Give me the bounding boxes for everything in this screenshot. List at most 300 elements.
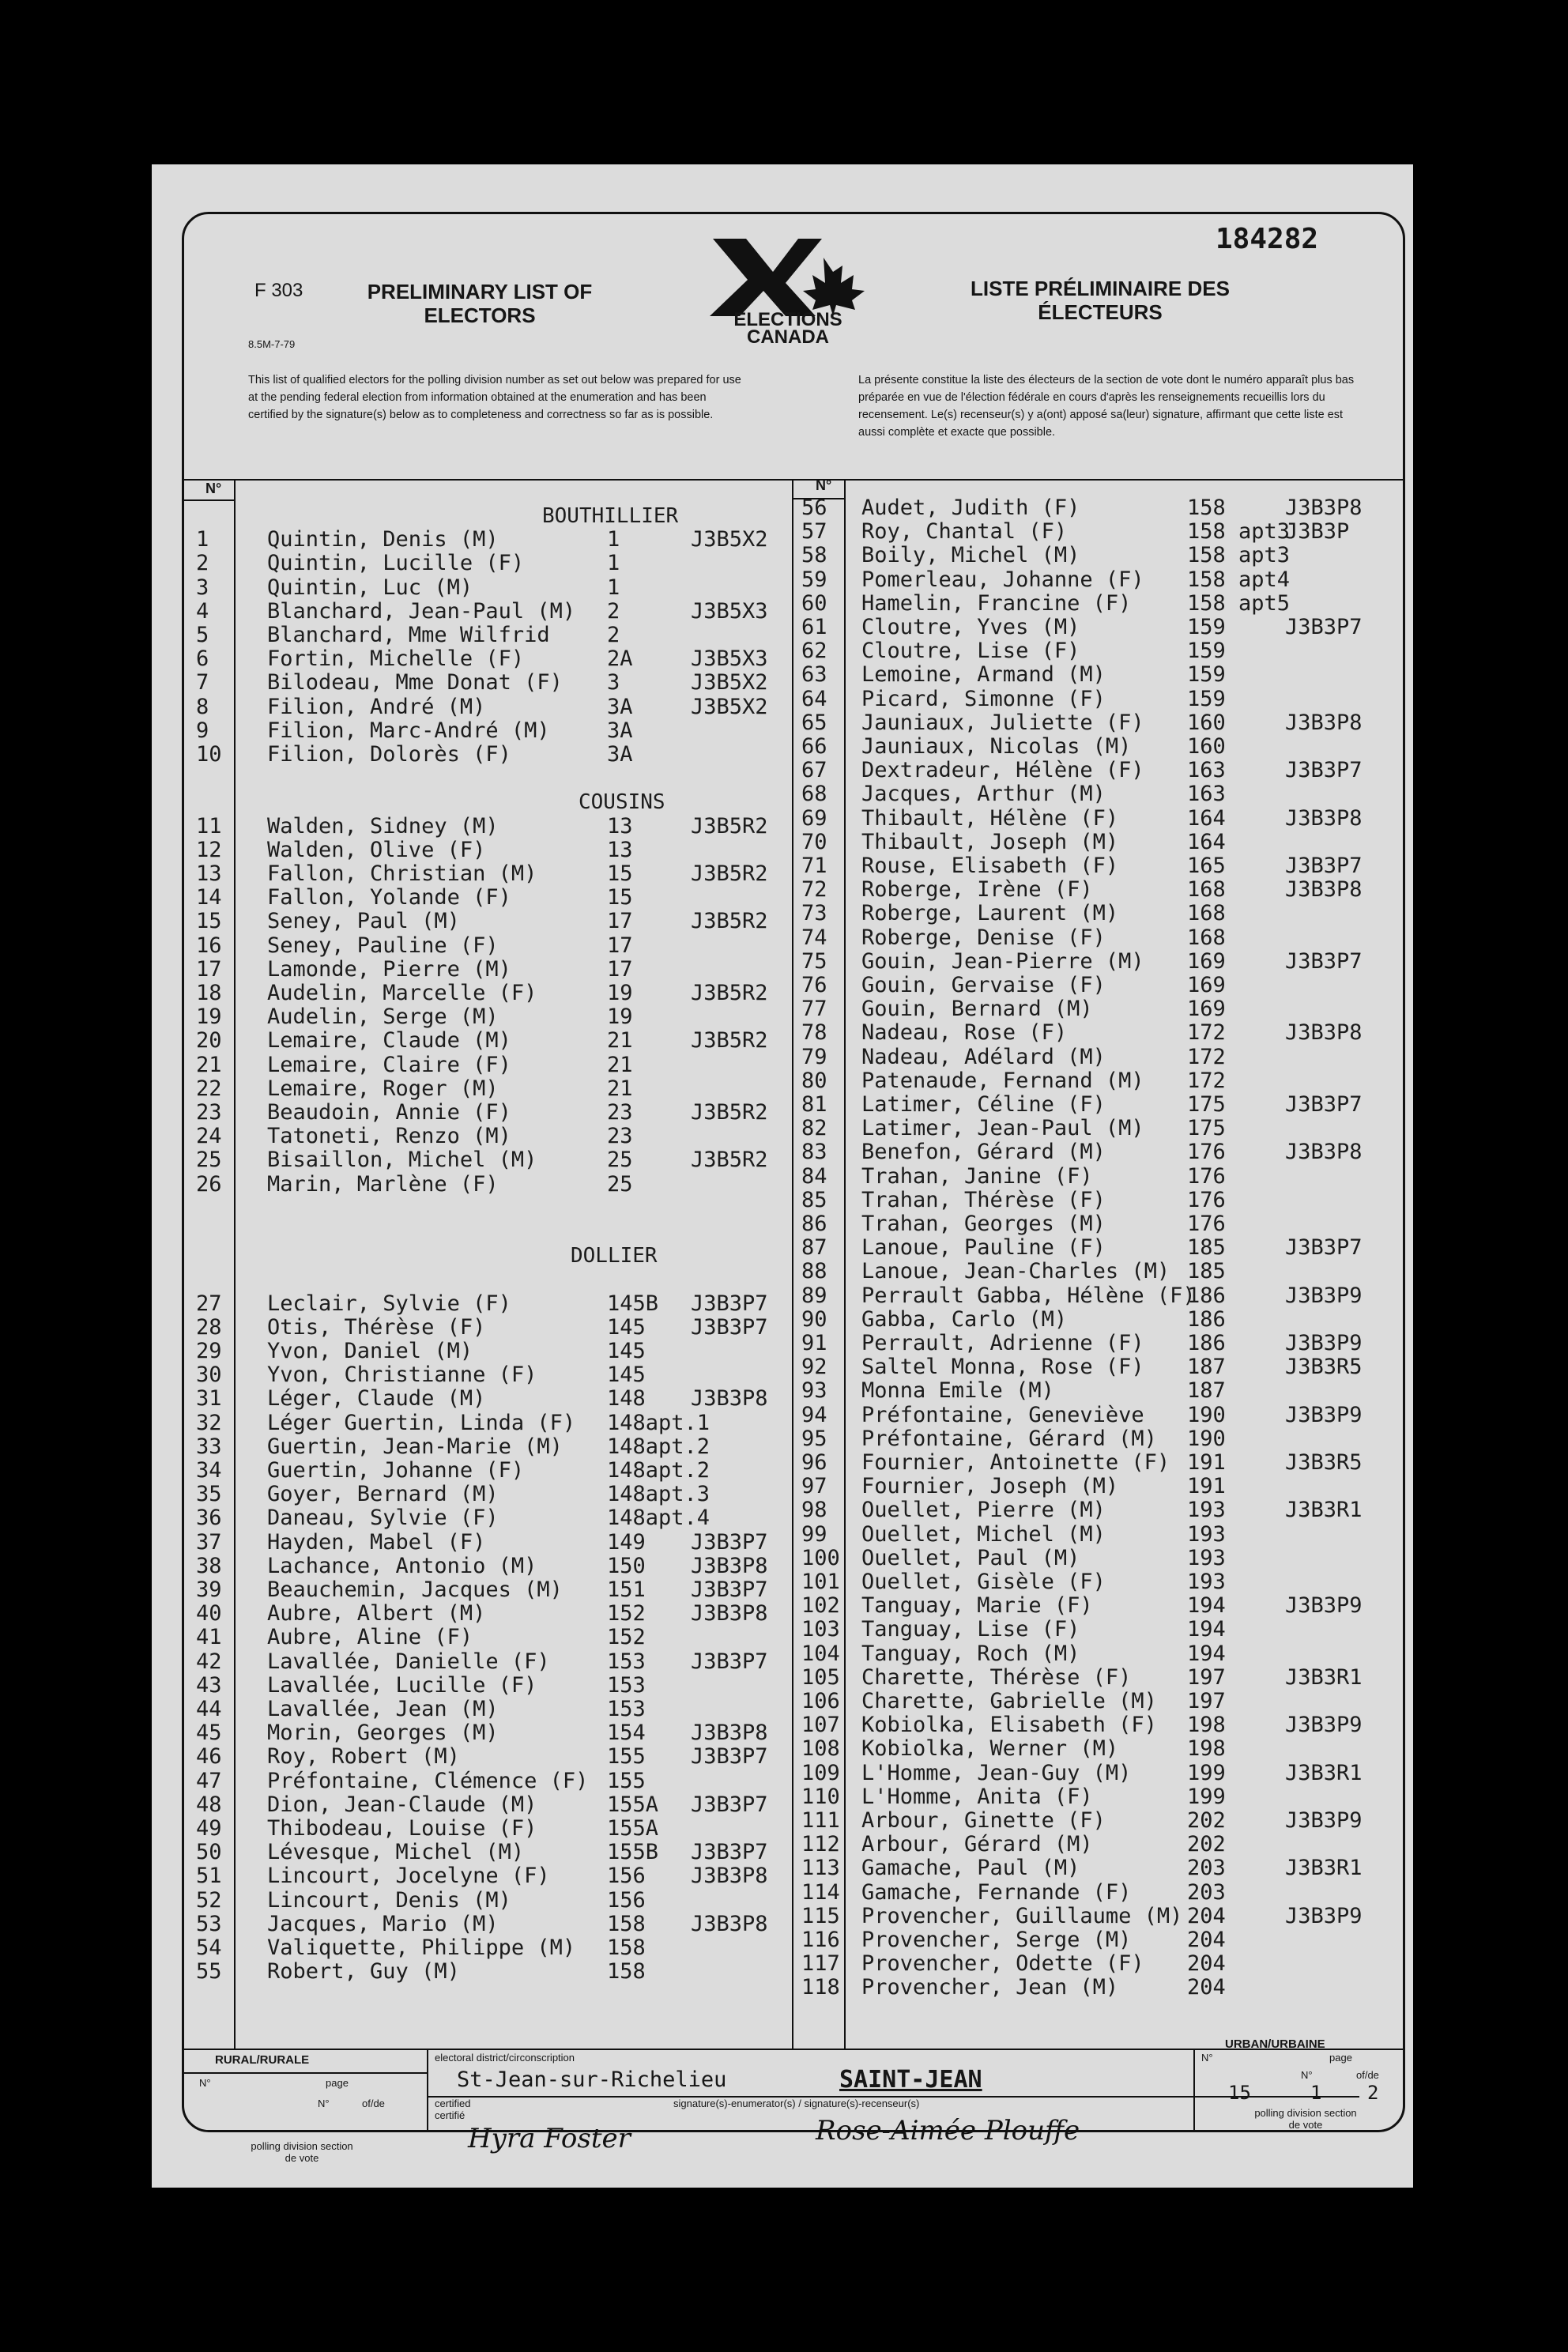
elector-address: 1 bbox=[607, 575, 620, 600]
elector-name: Gamache, Fernande (F) bbox=[861, 1879, 1132, 1905]
elector-name: Marin, Marlène (F) bbox=[267, 1171, 499, 1197]
elector-name: Daneau, Sylvie (F) bbox=[267, 1506, 499, 1531]
elector-address: 203 bbox=[1187, 1856, 1226, 1881]
elector-name: Thibault, Hélène (F) bbox=[861, 805, 1119, 831]
title-en: PRELIMINARY LIST OF ELECTORS bbox=[367, 280, 593, 327]
elector-number: 118 bbox=[801, 1975, 840, 2000]
elector-address: 3A bbox=[607, 694, 633, 719]
elector-name: Provencher, Guillaume (M) bbox=[861, 1903, 1183, 1928]
elector-address: 152 bbox=[607, 1601, 646, 1626]
elector-address: 193 bbox=[1187, 1521, 1226, 1547]
elector-name: Quintin, Denis (M) bbox=[267, 527, 499, 552]
elector-address: 202 bbox=[1187, 1832, 1226, 1857]
elector-postal-code: J3B3P8 bbox=[691, 1386, 768, 1412]
elector-number: 49 bbox=[196, 1816, 222, 1841]
elector-name: Nadeau, Adélard (M) bbox=[861, 1044, 1106, 1069]
elector-number: 62 bbox=[801, 639, 827, 664]
elector-postal-code: J3B3P9 bbox=[1285, 1903, 1363, 1928]
elector-address: 186 bbox=[1187, 1283, 1226, 1308]
elector-name: Kobiolka, Werner (M) bbox=[861, 1736, 1119, 1762]
elector-number: 6 bbox=[196, 646, 209, 672]
electoral-district-value: St-Jean-sur-Richelieu bbox=[457, 2067, 727, 2092]
elector-name: Provencher, Jean (M) bbox=[861, 1975, 1119, 2000]
elector-address: 150 bbox=[607, 1553, 646, 1578]
elector-name: Guertin, Johanne (F) bbox=[267, 1458, 525, 1483]
elector-postal-code: J3B3P7 bbox=[691, 1649, 768, 1674]
elector-name: Otis, Thérèse (F) bbox=[267, 1314, 486, 1340]
elector-name: Filion, Marc-André (M) bbox=[267, 718, 550, 743]
elector-name: Jacques, Arthur (M) bbox=[861, 782, 1106, 807]
elector-address: 158 apt3 bbox=[1187, 543, 1291, 568]
elector-name: Thibault, Joseph (M) bbox=[861, 829, 1119, 854]
elector-name: Fournier, Joseph (M) bbox=[861, 1474, 1119, 1499]
elector-postal-code: J3B3P7 bbox=[1285, 1235, 1363, 1261]
elector-name: Quintin, Luc (M) bbox=[267, 575, 473, 600]
elector-postal-code: J3B3R1 bbox=[1285, 1856, 1363, 1881]
elector-number: 113 bbox=[801, 1856, 840, 1881]
elector-postal-code: J3B3P9 bbox=[1285, 1402, 1363, 1427]
elector-address: 193 bbox=[1187, 1545, 1226, 1570]
elector-name: Ouellet, Michel (M) bbox=[861, 1521, 1106, 1547]
elector-number: 19 bbox=[196, 1004, 222, 1030]
elector-postal-code: J3B5X2 bbox=[691, 694, 768, 719]
elector-postal-code: J3B3P9 bbox=[1285, 1593, 1363, 1619]
elector-name: Quintin, Lucille (F) bbox=[267, 551, 525, 576]
elector-address: 169 bbox=[1187, 997, 1226, 1022]
elector-name: Monna Emile (M) bbox=[861, 1378, 1054, 1404]
elector-postal-code: J3B5R2 bbox=[691, 981, 768, 1005]
elector-name: Trahan, Janine (F) bbox=[861, 1163, 1093, 1189]
electoral-district-label: electoral district/circonscription bbox=[435, 2052, 575, 2064]
intro-text-en: This list of qualified electors for the polling division number as set out below was prepared for use at the pending federal election from information obtained at the enumeration and has been certified by the signature(s) below as to completeness and correctness so far as is possible. bbox=[248, 374, 741, 421]
elector-postal-code: J3B3P8 bbox=[691, 1553, 768, 1578]
elector-number: 110 bbox=[801, 1784, 840, 1809]
elector-number: 9 bbox=[196, 718, 209, 743]
elector-postal-code: J3B3P bbox=[1285, 519, 1350, 545]
elector-address: 148apt.4 bbox=[607, 1506, 710, 1531]
elector-name: Arbour, Gérard (M) bbox=[861, 1832, 1093, 1857]
elector-address: 23 bbox=[607, 1124, 633, 1149]
elector-name: Kobiolka, Elisabeth (F) bbox=[861, 1713, 1157, 1738]
elector-number: 96 bbox=[801, 1450, 827, 1475]
elector-address: 19 bbox=[607, 1004, 633, 1030]
elector-number: 38 bbox=[196, 1553, 222, 1578]
urban-label: URBAN/URBAINE bbox=[1225, 2037, 1325, 2051]
elector-address: 193 bbox=[1187, 1498, 1226, 1523]
elector-address: 197 bbox=[1187, 1664, 1226, 1690]
elector-address: 3A bbox=[607, 718, 633, 743]
elector-number: 83 bbox=[801, 1140, 827, 1165]
elector-number: 69 bbox=[801, 805, 827, 831]
elector-postal-code: J3B3P8 bbox=[1285, 1140, 1363, 1165]
elector-address: 176 bbox=[1187, 1163, 1226, 1189]
elector-number: 5 bbox=[196, 623, 209, 647]
elector-name: Trahan, Thérèse (F) bbox=[861, 1187, 1106, 1212]
elector-address: 19 bbox=[607, 981, 633, 1005]
elector-postal-code: J3B5R2 bbox=[691, 1148, 768, 1173]
elector-postal-code: J3B3P7 bbox=[1285, 948, 1363, 974]
elector-address: 168 bbox=[1187, 877, 1226, 903]
elector-number: 11 bbox=[196, 813, 222, 839]
elector-name: Tanguay, Marie (F) bbox=[861, 1593, 1093, 1619]
elector-name: Blanchard, Jean-Paul (M) bbox=[267, 598, 576, 624]
elector-address: 158 bbox=[607, 1959, 646, 1984]
elector-number: 70 bbox=[801, 829, 827, 854]
elector-postal-code: J3B3R5 bbox=[1285, 1355, 1363, 1380]
elector-name: Gouin, Jean-Pierre (M) bbox=[861, 948, 1144, 974]
elector-postal-code: J3B3P7 bbox=[1285, 854, 1363, 878]
elector-address: 145 bbox=[607, 1363, 646, 1388]
elector-name: Leclair, Sylvie (F) bbox=[267, 1291, 511, 1316]
elector-address: 15 bbox=[607, 885, 633, 910]
elector-address: 175 bbox=[1187, 1092, 1226, 1117]
elector-name: Audelin, Marcelle (F) bbox=[267, 981, 537, 1005]
elector-address: 155 bbox=[607, 1744, 646, 1770]
street-section-heading: BOUTHILLIER bbox=[542, 504, 679, 528]
elector-name: Walden, Sidney (M) bbox=[267, 813, 499, 839]
elector-number: 8 bbox=[196, 694, 209, 719]
elector-address: 204 bbox=[1187, 1903, 1226, 1928]
elector-number: 76 bbox=[801, 973, 827, 997]
elector-name: Lamonde, Pierre (M) bbox=[267, 956, 511, 982]
elector-number: 114 bbox=[801, 1879, 840, 1905]
elector-address: 156 bbox=[607, 1864, 646, 1889]
elector-postal-code: J3B3P8 bbox=[691, 1911, 768, 1936]
elector-number: 116 bbox=[801, 1928, 840, 1952]
elector-number: 64 bbox=[801, 686, 827, 711]
table-top-rule bbox=[183, 479, 1405, 481]
elector-address: 169 bbox=[1187, 973, 1226, 997]
elector-name: Nadeau, Rose (F) bbox=[861, 1020, 1068, 1046]
elector-number: 103 bbox=[801, 1617, 840, 1642]
footer-top-rule bbox=[183, 2049, 1405, 2050]
elector-address: 198 bbox=[1187, 1713, 1226, 1738]
elector-address: 3 bbox=[607, 670, 620, 695]
elector-postal-code: J3B3P8 bbox=[1285, 1020, 1363, 1046]
elector-postal-code: J3B5R2 bbox=[691, 1100, 768, 1125]
elector-number: 41 bbox=[196, 1625, 222, 1650]
elector-number: 54 bbox=[196, 1936, 222, 1960]
elector-number: 21 bbox=[196, 1052, 222, 1077]
elector-name: Lavallée, Danielle (F) bbox=[267, 1649, 550, 1674]
rural-rule bbox=[183, 2072, 428, 2074]
elector-address: 23 bbox=[607, 1100, 633, 1125]
elector-number: 90 bbox=[801, 1306, 827, 1332]
elector-postal-code: J3B3P9 bbox=[1285, 1331, 1363, 1355]
elector-postal-code: J3B3P7 bbox=[691, 1577, 768, 1602]
elector-number: 31 bbox=[196, 1386, 222, 1412]
elector-name: Roberge, Laurent (M) bbox=[861, 901, 1119, 926]
elector-name: Jacques, Mario (M) bbox=[267, 1911, 499, 1936]
elector-name: Tanguay, Roch (M) bbox=[861, 1641, 1080, 1666]
elector-address: 160 bbox=[1187, 734, 1226, 759]
street-section-heading: COUSINS bbox=[579, 790, 665, 815]
elector-address: 155 bbox=[607, 1768, 646, 1793]
elector-name: Roberge, Irène (F) bbox=[861, 877, 1093, 903]
elector-name: Rouse, Elisabeth (F) bbox=[861, 854, 1119, 878]
rural-label: RURAL/RURALE bbox=[215, 2053, 310, 2067]
elector-name: Cloutre, Lise (F) bbox=[861, 639, 1080, 664]
elector-name: Lemaire, Claude (M) bbox=[267, 1028, 511, 1054]
elector-name: Roy, Robert (M) bbox=[267, 1744, 460, 1770]
elector-number: 12 bbox=[196, 837, 222, 862]
elector-address: 164 bbox=[1187, 805, 1226, 831]
elector-address: 154 bbox=[607, 1721, 646, 1746]
elector-number: 2 bbox=[196, 551, 209, 576]
elector-address: 187 bbox=[1187, 1378, 1226, 1404]
elector-number: 43 bbox=[196, 1672, 222, 1698]
elector-address: 176 bbox=[1187, 1187, 1226, 1212]
elector-name: Hamelin, Francine (F) bbox=[861, 590, 1132, 616]
elector-address: 176 bbox=[1187, 1212, 1226, 1236]
elector-name: Trahan, Georges (M) bbox=[861, 1212, 1106, 1236]
print-code: 8.5M-7-79 bbox=[248, 338, 296, 350]
center-divider bbox=[792, 479, 793, 2049]
elector-name: Morin, Georges (M) bbox=[267, 1721, 499, 1746]
signature-1: Hyra Foster bbox=[468, 2123, 631, 2154]
page-of: 2 bbox=[1367, 2082, 1379, 2104]
elector-address: 169 bbox=[1187, 948, 1226, 974]
elector-number: 23 bbox=[196, 1100, 222, 1125]
elector-number: 56 bbox=[801, 496, 827, 520]
elector-address: 25 bbox=[607, 1171, 633, 1197]
elector-address: 159 bbox=[1187, 615, 1226, 639]
elector-address: 158 bbox=[607, 1911, 646, 1936]
elector-number: 35 bbox=[196, 1482, 222, 1507]
elector-postal-code: J3B3R1 bbox=[1285, 1760, 1363, 1785]
elector-postal-code: J3B3P7 bbox=[691, 1792, 768, 1817]
elector-postal-code: J3B3R1 bbox=[1285, 1498, 1363, 1523]
elector-number: 29 bbox=[196, 1339, 222, 1363]
elector-number: 63 bbox=[801, 662, 827, 688]
rural-no-label: N° bbox=[199, 2077, 211, 2089]
elector-number: 33 bbox=[196, 1434, 222, 1459]
elector-address: 197 bbox=[1187, 1689, 1226, 1713]
elector-number: 39 bbox=[196, 1577, 222, 1602]
elector-number: 17 bbox=[196, 956, 222, 982]
elector-address: 2A bbox=[607, 646, 633, 672]
polling-division-no: 15 bbox=[1228, 2082, 1251, 2104]
elector-number: 20 bbox=[196, 1028, 222, 1054]
elector-number: 65 bbox=[801, 710, 827, 735]
elector-address: 176 bbox=[1187, 1140, 1226, 1165]
elector-number: 86 bbox=[801, 1212, 827, 1236]
elector-number: 87 bbox=[801, 1235, 827, 1261]
elector-name: Charette, Thérèse (F) bbox=[861, 1664, 1132, 1690]
elector-name: Picard, Simonne (F) bbox=[861, 686, 1106, 711]
elector-number: 68 bbox=[801, 782, 827, 807]
elector-name: Bilodeau, Mme Donat (F) bbox=[267, 670, 563, 695]
rural-page-label: page bbox=[326, 2077, 349, 2089]
elector-name: Aubre, Albert (M) bbox=[267, 1601, 486, 1626]
elector-name: Gamache, Paul (M) bbox=[861, 1856, 1080, 1881]
form-code: F 303 bbox=[254, 280, 303, 301]
elector-number: 36 bbox=[196, 1506, 222, 1531]
elector-address: 172 bbox=[1187, 1068, 1226, 1093]
elector-address: 155A bbox=[607, 1816, 659, 1841]
elector-number: 115 bbox=[801, 1903, 840, 1928]
elector-address: 194 bbox=[1187, 1641, 1226, 1666]
street-section-heading: DOLLIER bbox=[571, 1244, 658, 1268]
elector-address: 185 bbox=[1187, 1259, 1226, 1284]
elector-postal-code: J3B3P7 bbox=[691, 1529, 768, 1555]
elector-number: 80 bbox=[801, 1068, 827, 1093]
elector-address: 148 bbox=[607, 1386, 646, 1412]
elector-address: 199 bbox=[1187, 1784, 1226, 1809]
elector-name: Filion, Dolorès (F) bbox=[267, 742, 511, 767]
elector-address: 21 bbox=[607, 1052, 633, 1077]
left-no-divider bbox=[234, 479, 236, 2049]
elector-address: 17 bbox=[607, 933, 633, 958]
elector-number: 57 bbox=[801, 519, 827, 545]
elector-address: 159 bbox=[1187, 686, 1226, 711]
elector-number: 22 bbox=[196, 1076, 222, 1101]
elector-postal-code: J3B5R2 bbox=[691, 1028, 768, 1054]
elector-address: 172 bbox=[1187, 1020, 1226, 1046]
elector-postal-code: J3B3R1 bbox=[1285, 1664, 1363, 1690]
elector-name: Latimer, Jean-Paul (M) bbox=[861, 1116, 1144, 1141]
elector-address: 198 bbox=[1187, 1736, 1226, 1762]
urban-divider bbox=[1193, 2049, 1195, 2131]
page-no: 1 bbox=[1310, 2082, 1322, 2104]
elector-name: L'Homme, Jean-Guy (M) bbox=[861, 1760, 1132, 1785]
elector-address: 1 bbox=[607, 551, 620, 576]
col-no-label-left: N° bbox=[205, 481, 222, 496]
elector-number: 46 bbox=[196, 1744, 222, 1770]
elector-number: 98 bbox=[801, 1498, 827, 1523]
elector-address: 2 bbox=[607, 598, 620, 624]
elector-name: Préfontaine, Gérard (M) bbox=[861, 1426, 1157, 1451]
elector-number: 51 bbox=[196, 1864, 222, 1889]
elector-name: Latimer, Céline (F) bbox=[861, 1092, 1106, 1117]
elector-number: 93 bbox=[801, 1378, 827, 1404]
elector-name: Lavallée, Lucille (F) bbox=[267, 1672, 537, 1698]
elector-address: 2 bbox=[607, 623, 620, 647]
elector-address: 145 bbox=[607, 1314, 646, 1340]
elector-number: 117 bbox=[801, 1951, 840, 1977]
elector-number: 7 bbox=[196, 670, 209, 695]
elector-postal-code: J3B3P7 bbox=[691, 1840, 768, 1865]
elector-name: Valiquette, Philippe (M) bbox=[267, 1936, 576, 1960]
elector-number: 58 bbox=[801, 543, 827, 568]
elector-name: Audet, Judith (F) bbox=[861, 496, 1080, 520]
elector-name: Lachance, Antonio (M) bbox=[267, 1553, 537, 1578]
urban-no-label: N° bbox=[1201, 2052, 1213, 2064]
elector-number: 4 bbox=[196, 598, 209, 624]
elector-address: 156 bbox=[607, 1887, 646, 1913]
elector-postal-code: J3B3P9 bbox=[1285, 1808, 1363, 1833]
elector-name: Pomerleau, Johanne (F) bbox=[861, 567, 1144, 592]
elector-name: Tanguay, Lise (F) bbox=[861, 1617, 1080, 1642]
logo-text: ELECTIONS CANADA bbox=[733, 309, 842, 348]
elector-number: 92 bbox=[801, 1355, 827, 1380]
elector-postal-code: J3B3P7 bbox=[1285, 1092, 1363, 1117]
elector-number: 106 bbox=[801, 1689, 840, 1713]
urban-polling-division-label: polling division section de vote bbox=[1254, 2107, 1357, 2131]
elector-postal-code: J3B5X2 bbox=[691, 670, 768, 695]
elector-number: 30 bbox=[196, 1363, 222, 1388]
elector-name: Lincourt, Jocelyne (F) bbox=[267, 1864, 550, 1889]
elector-number: 37 bbox=[196, 1529, 222, 1555]
elector-address: 190 bbox=[1187, 1426, 1226, 1451]
elections-canada-logo-icon bbox=[697, 234, 879, 321]
elector-name: Walden, Olive (F) bbox=[267, 837, 486, 862]
elector-address: 3A bbox=[607, 742, 633, 767]
elector-number: 71 bbox=[801, 854, 827, 878]
elector-postal-code: J3B3P8 bbox=[691, 1721, 768, 1746]
elector-postal-code: J3B3P7 bbox=[691, 1291, 768, 1316]
elector-name: Gouin, Gervaise (F) bbox=[861, 973, 1106, 997]
elector-address: 203 bbox=[1187, 1879, 1226, 1905]
rural-no-label-2: N° bbox=[318, 2098, 330, 2109]
elector-number: 48 bbox=[196, 1792, 222, 1817]
elector-address: 155A bbox=[607, 1792, 659, 1817]
elector-address: 175 bbox=[1187, 1116, 1226, 1141]
elector-name: Lanoue, Jean-Charles (M) bbox=[861, 1259, 1170, 1284]
elector-address: 158 bbox=[1187, 496, 1226, 520]
elector-number: 73 bbox=[801, 901, 827, 926]
elector-address: 204 bbox=[1187, 1928, 1226, 1952]
elector-address: 148apt.2 bbox=[607, 1458, 710, 1483]
elector-name: Thibodeau, Louise (F) bbox=[267, 1816, 537, 1841]
elector-postal-code: J3B5R2 bbox=[691, 909, 768, 934]
elector-name: Seney, Pauline (F) bbox=[267, 933, 499, 958]
elector-name: Dextradeur, Hélène (F) bbox=[861, 758, 1144, 783]
elector-address: 145 bbox=[607, 1339, 646, 1363]
elector-name: Fournier, Antoinette (F) bbox=[861, 1450, 1170, 1475]
elector-number: 66 bbox=[801, 734, 827, 759]
elector-number: 34 bbox=[196, 1458, 222, 1483]
elector-name: Lincourt, Denis (M) bbox=[267, 1887, 511, 1913]
certified-label: certified certifié bbox=[435, 2098, 471, 2121]
elector-number: 55 bbox=[196, 1959, 222, 1984]
elector-number: 89 bbox=[801, 1283, 827, 1308]
elector-address: 165 bbox=[1187, 854, 1226, 878]
elector-number: 99 bbox=[801, 1521, 827, 1547]
elector-postal-code: J3B3P7 bbox=[1285, 758, 1363, 783]
elector-name: Yvon, Daniel (M) bbox=[267, 1339, 473, 1363]
elector-address: 155B bbox=[607, 1840, 659, 1865]
elector-name: Provencher, Odette (F) bbox=[861, 1951, 1144, 1977]
elector-name: Blanchard, Mme Wilfrid bbox=[267, 623, 550, 647]
elector-name: Lemaire, Claire (F) bbox=[267, 1052, 511, 1077]
elector-name: Ouellet, Paul (M) bbox=[861, 1545, 1080, 1570]
elector-name: Dion, Jean-Claude (M) bbox=[267, 1792, 537, 1817]
elector-address: 193 bbox=[1187, 1570, 1226, 1594]
elector-address: 199 bbox=[1187, 1760, 1226, 1785]
elector-number: 79 bbox=[801, 1044, 827, 1069]
elector-address: 158 apt3 bbox=[1187, 519, 1291, 545]
elector-name: L'Homme, Anita (F) bbox=[861, 1784, 1093, 1809]
elector-number: 94 bbox=[801, 1402, 827, 1427]
elector-address: 1 bbox=[607, 527, 620, 552]
no-header-rule-left bbox=[183, 499, 236, 501]
elector-postal-code: J3B3P9 bbox=[1285, 1283, 1363, 1308]
elector-postal-code: J3B3P8 bbox=[1285, 496, 1363, 520]
elector-name: Préfontaine, Geneviève bbox=[861, 1402, 1144, 1427]
elector-address: 145B bbox=[607, 1291, 659, 1316]
elector-name: Jauniaux, Nicolas (M) bbox=[861, 734, 1132, 759]
elector-address: 190 bbox=[1187, 1402, 1226, 1427]
elector-number: 102 bbox=[801, 1593, 840, 1619]
elector-number: 104 bbox=[801, 1641, 840, 1666]
elector-address: 21 bbox=[607, 1076, 633, 1101]
elector-address: 191 bbox=[1187, 1450, 1226, 1475]
elector-address: 148apt.2 bbox=[607, 1434, 710, 1459]
elector-postal-code: J3B3P7 bbox=[691, 1314, 768, 1340]
document-sheet bbox=[152, 164, 1413, 2188]
elector-number: 18 bbox=[196, 981, 222, 1005]
